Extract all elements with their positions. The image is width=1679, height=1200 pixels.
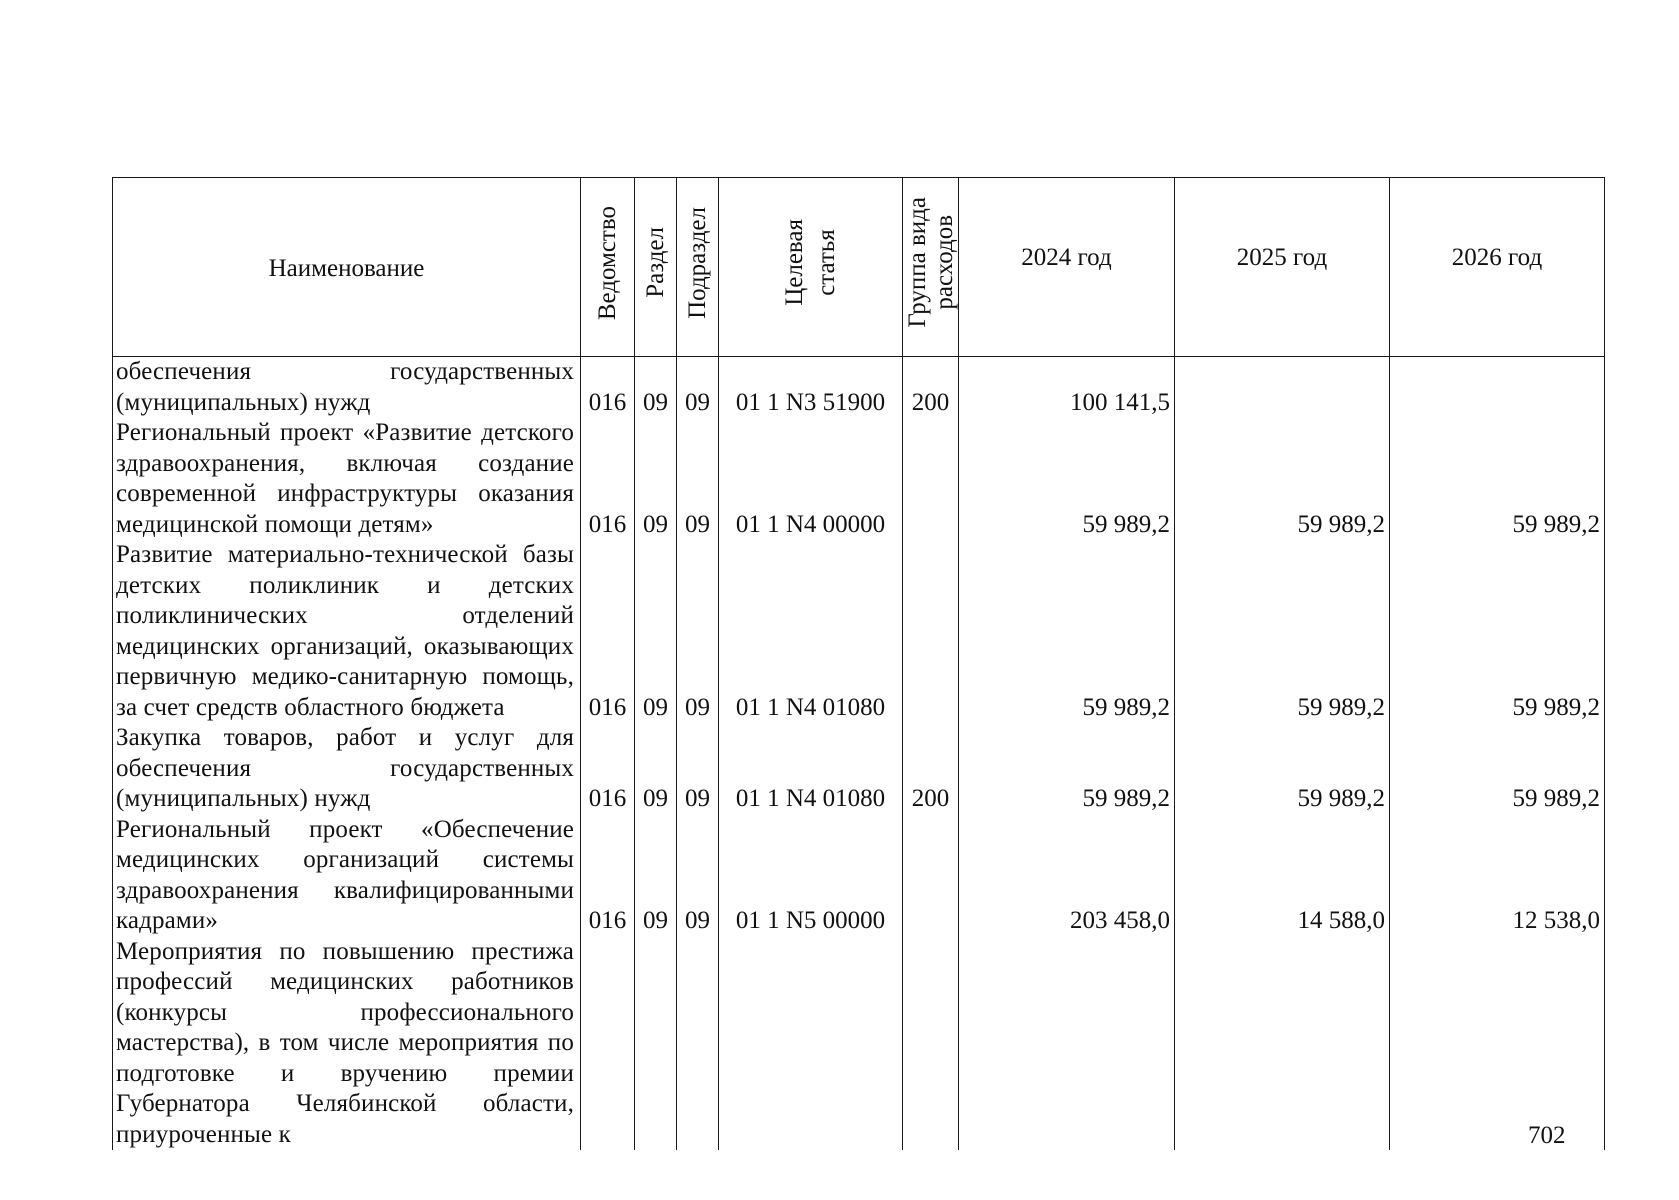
table-row: [113, 357, 1605, 419]
row-value-2024: 203 458,0: [959, 815, 1175, 937]
header-name: Наименование: [113, 178, 581, 357]
header-section: Раздел: [635, 178, 677, 357]
row-subsection: 09: [677, 815, 719, 937]
row-name: Закупка товаров, работ и услуг для обеспечения государственных (муниципальных) нужд: [113, 723, 581, 815]
row-subsection: 09: [677, 723, 719, 815]
row-subsection: 09: [677, 540, 719, 723]
page-number: 702: [1528, 1122, 1566, 1149]
row-department: 016: [581, 418, 635, 540]
header-year-2025: 2025 год: [1175, 178, 1390, 357]
row-expense-group: [903, 540, 959, 723]
table-header: [113, 178, 1605, 357]
row-department: 016: [581, 357, 635, 419]
row-expense-group: [903, 937, 959, 1151]
row-value-2024: 59 989,2: [959, 418, 1175, 540]
row-target: 01 1 N4 01080: [719, 540, 903, 723]
row-value-2026: 12 538,0: [1390, 815, 1605, 937]
row-expense-group: 200: [903, 723, 959, 815]
row-section: 09: [635, 815, 677, 937]
row-name: Мероприятия по повышению престижа профессий медицинских работников (конкурсы профессионального мастерства), в том числе мероприятия по подготовке и вручению премии Губернатора Челябинской области, приуроченные к: [113, 937, 581, 1151]
row-subsection: 09: [677, 357, 719, 419]
row-section: 09: [635, 540, 677, 723]
row-section: [635, 937, 677, 1151]
row-department: 016: [581, 540, 635, 723]
table-row: [113, 723, 1605, 815]
header-subsection: Подраздел: [677, 178, 719, 357]
header-year-2024: 2024 год: [959, 178, 1175, 357]
row-name: Региональный проект «Развитие детского здравоохранения, включая создание современной инфраструктуры оказания медицинской помощи детям»: [113, 418, 581, 540]
row-value-2024: [959, 937, 1175, 1151]
row-expense-group: [903, 418, 959, 540]
budget-table: [112, 177, 1605, 1150]
row-target: [719, 937, 903, 1151]
header-expense-group: Группа вида расходов: [903, 178, 959, 357]
row-target: 01 1 N4 01080: [719, 723, 903, 815]
row-value-2024: 100 141,5: [959, 357, 1175, 419]
row-name: Региональный проект «Обеспечение медицинских организаций системы здравоохранения квалифицированными кадрами»: [113, 815, 581, 937]
row-value-2025: 59 989,2: [1175, 723, 1390, 815]
row-value-2026: [1390, 937, 1605, 1151]
row-value-2024: 59 989,2: [959, 723, 1175, 815]
row-subsection: [677, 937, 719, 1151]
row-value-2024: 59 989,2: [959, 540, 1175, 723]
row-section: 09: [635, 357, 677, 419]
row-value-2026: 59 989,2: [1390, 723, 1605, 815]
row-value-2026: [1390, 357, 1605, 419]
table-row: [113, 418, 1605, 540]
row-section: 09: [635, 418, 677, 540]
row-section: 09: [635, 723, 677, 815]
row-value-2025: [1175, 357, 1390, 419]
row-value-2026: 59 989,2: [1390, 418, 1605, 540]
header-target-article: Целевая статья: [719, 178, 903, 357]
row-department: 016: [581, 723, 635, 815]
row-target: 01 1 N3 51900: [719, 357, 903, 419]
row-name: обеспечения государственных (муниципальных) нужд: [113, 357, 581, 419]
row-target: 01 1 N4 00000: [719, 418, 903, 540]
row-department: [581, 937, 635, 1151]
table-row: [113, 540, 1605, 723]
header-year-2026: 2026 год: [1390, 178, 1605, 357]
row-value-2025: 59 989,2: [1175, 418, 1390, 540]
row-value-2025: 59 989,2: [1175, 540, 1390, 723]
row-target: 01 1 N5 00000: [719, 815, 903, 937]
row-expense-group: [903, 815, 959, 937]
row-value-2025: [1175, 937, 1390, 1151]
table-row: [113, 937, 1605, 1151]
row-expense-group: 200: [903, 357, 959, 419]
row-department: 016: [581, 815, 635, 937]
row-name: Развитие материально-технической базы детских поликлиник и детских поликлинических отделений медицинских организаций, оказывающих первичную медико-санитарную помощь, за счет средств областного бюджета: [113, 540, 581, 723]
row-value-2026: 59 989,2: [1390, 540, 1605, 723]
table-row: [113, 815, 1605, 937]
header-department: Ведомство: [581, 178, 635, 357]
row-value-2025: 14 588,0: [1175, 815, 1390, 937]
row-subsection: 09: [677, 418, 719, 540]
